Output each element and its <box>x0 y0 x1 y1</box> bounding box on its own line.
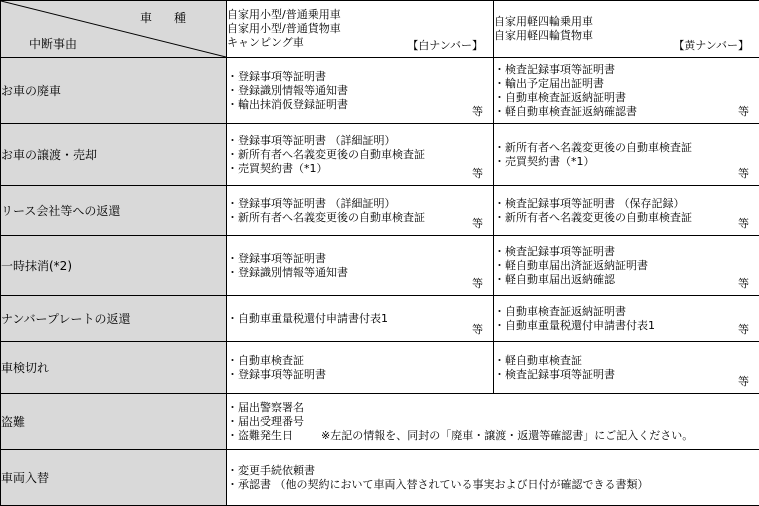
etc-mark: 等 <box>738 375 749 389</box>
theft-note: ※左記の情報を、同封の「廃車・譲渡・返還等確認書」にご記入ください。 <box>321 429 693 442</box>
etc-mark: 等 <box>738 277 749 291</box>
table-row <box>1 124 759 186</box>
etc-mark: 等 <box>738 323 749 337</box>
doc-item: ・登録識別情報等通知書 <box>227 266 493 280</box>
reason-cell: 盗難 <box>1 394 227 450</box>
replace-docs-cell <box>227 450 759 506</box>
reason-label: 中断事由 <box>29 37 77 51</box>
doc-item: ・新所有者へ名義変更後の自動車検査証 <box>227 211 493 225</box>
yellow-docs-cell <box>494 342 759 394</box>
doc-item: ・軽自動車届出済証返納証明書 <box>494 259 759 273</box>
doc-item: ・自動車検査証返納証明書 <box>494 91 759 105</box>
white-docs-cell <box>227 342 494 394</box>
doc-item: ・新所有者へ名義変更後の自動車検査証 <box>494 141 759 155</box>
doc-item: ・登録事項等証明書 <box>227 368 493 382</box>
doc-item: ・変更手続依頼書 <box>227 464 759 478</box>
white-docs-cell <box>227 296 494 342</box>
table-row <box>1 342 759 394</box>
white-plate-header <box>227 1 494 58</box>
doc-item: ・登録識別情報等通知書 <box>227 84 493 98</box>
reason-cell: リース会社等への返還 <box>1 186 227 236</box>
doc-item: ・登録事項等証明書 （詳細証明） <box>227 134 493 148</box>
theft-docs-cell <box>227 394 759 450</box>
doc-item: ・軽自動車検査証 <box>494 354 759 368</box>
doc-item: ・検査記録事項等証明書 （保存記録） <box>494 197 759 211</box>
yellow-docs-cell <box>494 124 759 186</box>
etc-mark: 等 <box>472 217 483 231</box>
table-row <box>1 296 759 342</box>
white-docs-cell <box>227 124 494 186</box>
doc-item: ・売買契約書（*1） <box>494 155 759 169</box>
doc-item: ・自動車検査証 <box>227 354 493 368</box>
white-docs-cell <box>227 186 494 236</box>
white-vehicle-line: キャンピング車 <box>227 36 493 50</box>
doc-item: ・自動車重量税還付申請書付表1 <box>227 312 493 326</box>
doc-item: ・登録事項等証明書 <box>227 252 493 266</box>
header-diagonal-cell <box>1 1 227 58</box>
etc-mark: 等 <box>472 167 483 181</box>
yellow-docs-cell <box>494 186 759 236</box>
vehicle-type-label: 車種 <box>140 11 208 25</box>
doc-item: ・盗難発生日 <box>227 429 293 442</box>
reason-cell: お車の廃車 <box>1 58 227 124</box>
yellow-plate-header <box>494 1 759 58</box>
doc-item: ・検査記録事項等証明書 <box>494 368 759 382</box>
white-docs-cell <box>227 236 494 296</box>
white-vehicle-line: 自家用小型/普通乗用車 <box>227 8 493 22</box>
table-row <box>1 236 759 296</box>
doc-item: ・売買契約書（*1） <box>227 162 493 176</box>
yellow-vehicle-line: 自家用軽四輪貨物車 <box>494 29 759 43</box>
etc-mark: 等 <box>472 277 483 291</box>
etc-mark: 等 <box>738 217 749 231</box>
doc-item: ・登録事項等証明書 <box>227 70 493 84</box>
doc-item: ・届出警察署名 <box>227 401 759 415</box>
white-docs-cell <box>227 58 494 124</box>
doc-item: ・新所有者へ名義変更後の自動車検査証 <box>227 148 493 162</box>
doc-item: ・自動車重量税還付申請書付表1 <box>494 319 759 333</box>
reason-cell: お車の譲渡・売却 <box>1 124 227 186</box>
etc-mark: 等 <box>738 105 749 119</box>
reason-cell: 車検切れ <box>1 342 227 394</box>
doc-item: ・輸出予定届出証明書 <box>494 77 759 91</box>
table-header-row <box>1 1 759 58</box>
doc-item: ・軽自動車検査証返納確認書 <box>494 105 759 119</box>
doc-item: ・検査記録事項等証明書 <box>494 245 759 259</box>
doc-item: ・登録事項等証明書 （詳細証明） <box>227 197 493 211</box>
yellow-docs-cell <box>494 236 759 296</box>
etc-mark: 等 <box>472 323 483 337</box>
white-vehicle-line: 自家用小型/普通貨物車 <box>227 22 493 36</box>
yellow-docs-cell <box>494 296 759 342</box>
reason-cell: 一時抹消(*2) <box>1 236 227 296</box>
table-row <box>1 450 759 506</box>
doc-item: ・届出受理番号 <box>227 415 759 429</box>
doc-item: ・新所有者へ名義変更後の自動車検査証 <box>494 211 759 225</box>
doc-item: ・承認書 （他の契約において車両入替されている事実および日付が確認できる書類） <box>227 478 759 492</box>
doc-item: ・輸出抹消仮登録証明書 <box>227 98 493 112</box>
yellow-docs-cell <box>494 58 759 124</box>
reason-cell: ナンバープレートの返還 <box>1 296 227 342</box>
yellow-plate-label: 【黄ナンバー】 <box>673 39 749 53</box>
reason-cell: 車両入替 <box>1 450 227 506</box>
doc-item: ・自動車検査証返納証明書 <box>494 305 759 319</box>
doc-item: ・検査記録事項等証明書 <box>494 63 759 77</box>
yellow-vehicle-line: 自家用軽四輪乗用車 <box>494 15 759 29</box>
etc-mark: 等 <box>738 167 749 181</box>
table-row <box>1 394 759 450</box>
table-row <box>1 58 759 124</box>
etc-mark: 等 <box>472 105 483 119</box>
theft-date-line <box>227 429 759 443</box>
doc-item: ・軽自動車届出返納確認 <box>494 273 759 287</box>
table-row <box>1 186 759 236</box>
white-plate-label: 【白ナンバー】 <box>407 39 483 53</box>
